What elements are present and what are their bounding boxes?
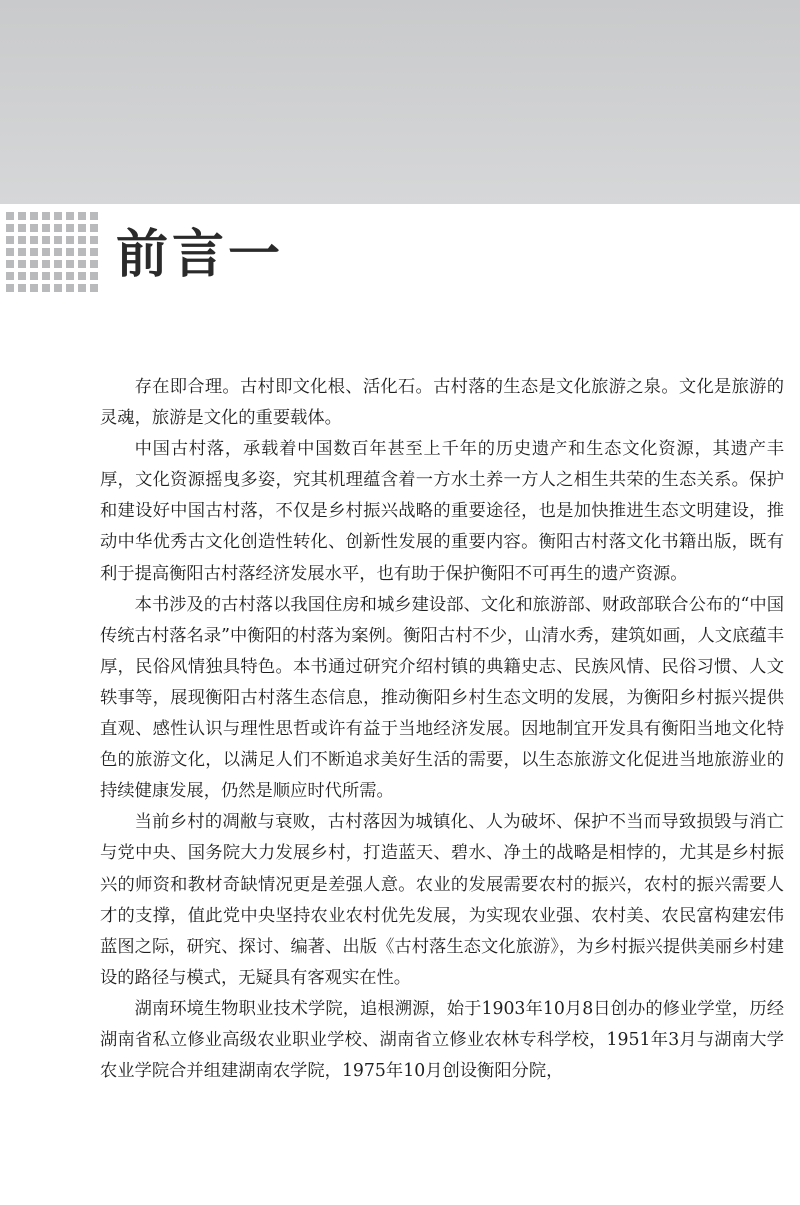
grid-square <box>54 260 62 268</box>
grid-square <box>54 272 62 280</box>
grid-square <box>6 284 14 292</box>
grid-square <box>6 248 14 256</box>
grid-square <box>30 236 38 244</box>
grid-square <box>78 224 86 232</box>
grid-square <box>30 260 38 268</box>
grid-square <box>66 248 74 256</box>
grid-square <box>42 272 50 280</box>
grid-square <box>66 224 74 232</box>
grid-square <box>6 224 14 232</box>
grid-square <box>6 260 14 268</box>
grid-square <box>18 272 26 280</box>
grid-square <box>18 224 26 232</box>
paragraph: 存在即合理。古村即文化根、活化石。古村落的生态是文化旅游之泉。文化是旅游的灵魂，旅游是文化的重要载体。 <box>100 377 784 429</box>
paragraph: 湖南环境生物职业技术学院，追根溯源，始于1903年10月8日创办的修业学堂，历经湖南省私立修业高级农业职业学校、湖南省立修业农林专科学校，1951年3月与湖南大学农业学院合并组建湖南农学院，1975年10月创设衡阳分院， <box>100 998 784 1082</box>
grid-square <box>42 284 50 292</box>
grid-square <box>18 284 26 292</box>
grid-square <box>90 260 98 268</box>
grid-square <box>30 248 38 256</box>
grid-square <box>6 236 14 244</box>
grid-square <box>90 284 98 292</box>
paragraph: 当前乡村的凋敝与衰败，古村落因为城镇化、人为破坏、保护不当而导致损毁与消亡与党中央、国务院大力发展乡村，打造蓝天、碧水、净土的战略是相悖的，尤其是乡村振兴的师资和教材奇缺情况更是差强人意。农业的发展需要农村的振兴，农村的振兴需要人才的支撑，值此党中央坚持农业农村优先发展，为实现农业强、农村美、农民富构建宏伟蓝图之际，研究、探讨、编著、出版《古村落生态文化旅游》，为乡村振兴提供美丽乡村建设的路径与模式，无疑具有客观实在性。 <box>100 812 784 988</box>
grid-square <box>78 248 86 256</box>
grid-square <box>42 260 50 268</box>
body-text <box>100 372 784 1087</box>
grid-square <box>66 236 74 244</box>
grid-square <box>18 260 26 268</box>
grid-square <box>66 272 74 280</box>
grid-square <box>30 212 38 220</box>
grid-square <box>78 272 86 280</box>
grid-square <box>6 212 14 220</box>
paragraph: 本书涉及的古村落以我国住房和城乡建设部、文化和旅游部、财政部联合公布的“中国传统古村落名录”中衡阳的村落为案例。衡阳古村不少，山清水秀，建筑如画，人文底蕴丰厚，民俗风情独具特色。本书通过研究介绍村镇的典籍史志、民族风情、民俗习惯、人文轶事等，展现衡阳古村落生态信息，推动衡阳乡村生态文明的发展，为衡阳乡村振兴提供直观、感性认识与理性思哲或许有益于当地经济发展。因地制宜开发具有衡阳当地文化特色的旅游文化，以满足人们不断追求美好生活的需要，以生态旅游文化促进当地旅游业的持续健康发展，仍然是顺应时代所需。 <box>100 594 784 802</box>
grid-square <box>18 248 26 256</box>
decorative-dot-grid <box>6 212 98 290</box>
page-title: 前言一 <box>116 225 285 285</box>
grid-square <box>42 212 50 220</box>
grid-square <box>18 212 26 220</box>
grid-square <box>66 284 74 292</box>
grid-square <box>78 212 86 220</box>
grid-square <box>54 284 62 292</box>
grid-square <box>42 248 50 256</box>
grid-square <box>90 248 98 256</box>
grid-square <box>42 224 50 232</box>
grid-square <box>30 272 38 280</box>
grid-square <box>54 212 62 220</box>
grid-square <box>90 224 98 232</box>
grid-square <box>78 236 86 244</box>
grid-square <box>54 248 62 256</box>
grid-square <box>90 236 98 244</box>
grid-square <box>66 212 74 220</box>
grid-square <box>54 224 62 232</box>
grid-square <box>90 212 98 220</box>
grid-square <box>6 272 14 280</box>
paragraph: 中国古村落，承载着中国数百年甚至上千年的历史遗产和生态文化资源，其遗产丰厚，文化资源摇曳多姿，究其机理蕴含着一方水土养一方人之相生共荣的生态关系。保护和建设好中国古村落，不仅是乡村振兴战略的重要途径，也是加快推进生态文明建设，推动中华优秀古文化创造性转化、创新性发展的重要内容。衡阳古村落文化书籍出版，既有利于提高衡阳古村落经济发展水平，也有助于保护衡阳不可再生的遗产资源。 <box>100 439 784 584</box>
grid-square <box>78 260 86 268</box>
grid-square <box>54 236 62 244</box>
grid-square <box>18 236 26 244</box>
grid-square <box>78 284 86 292</box>
grid-square <box>42 236 50 244</box>
grid-square <box>30 284 38 292</box>
grid-square <box>90 272 98 280</box>
header-band <box>0 0 800 204</box>
grid-square <box>66 260 74 268</box>
grid-square <box>30 224 38 232</box>
